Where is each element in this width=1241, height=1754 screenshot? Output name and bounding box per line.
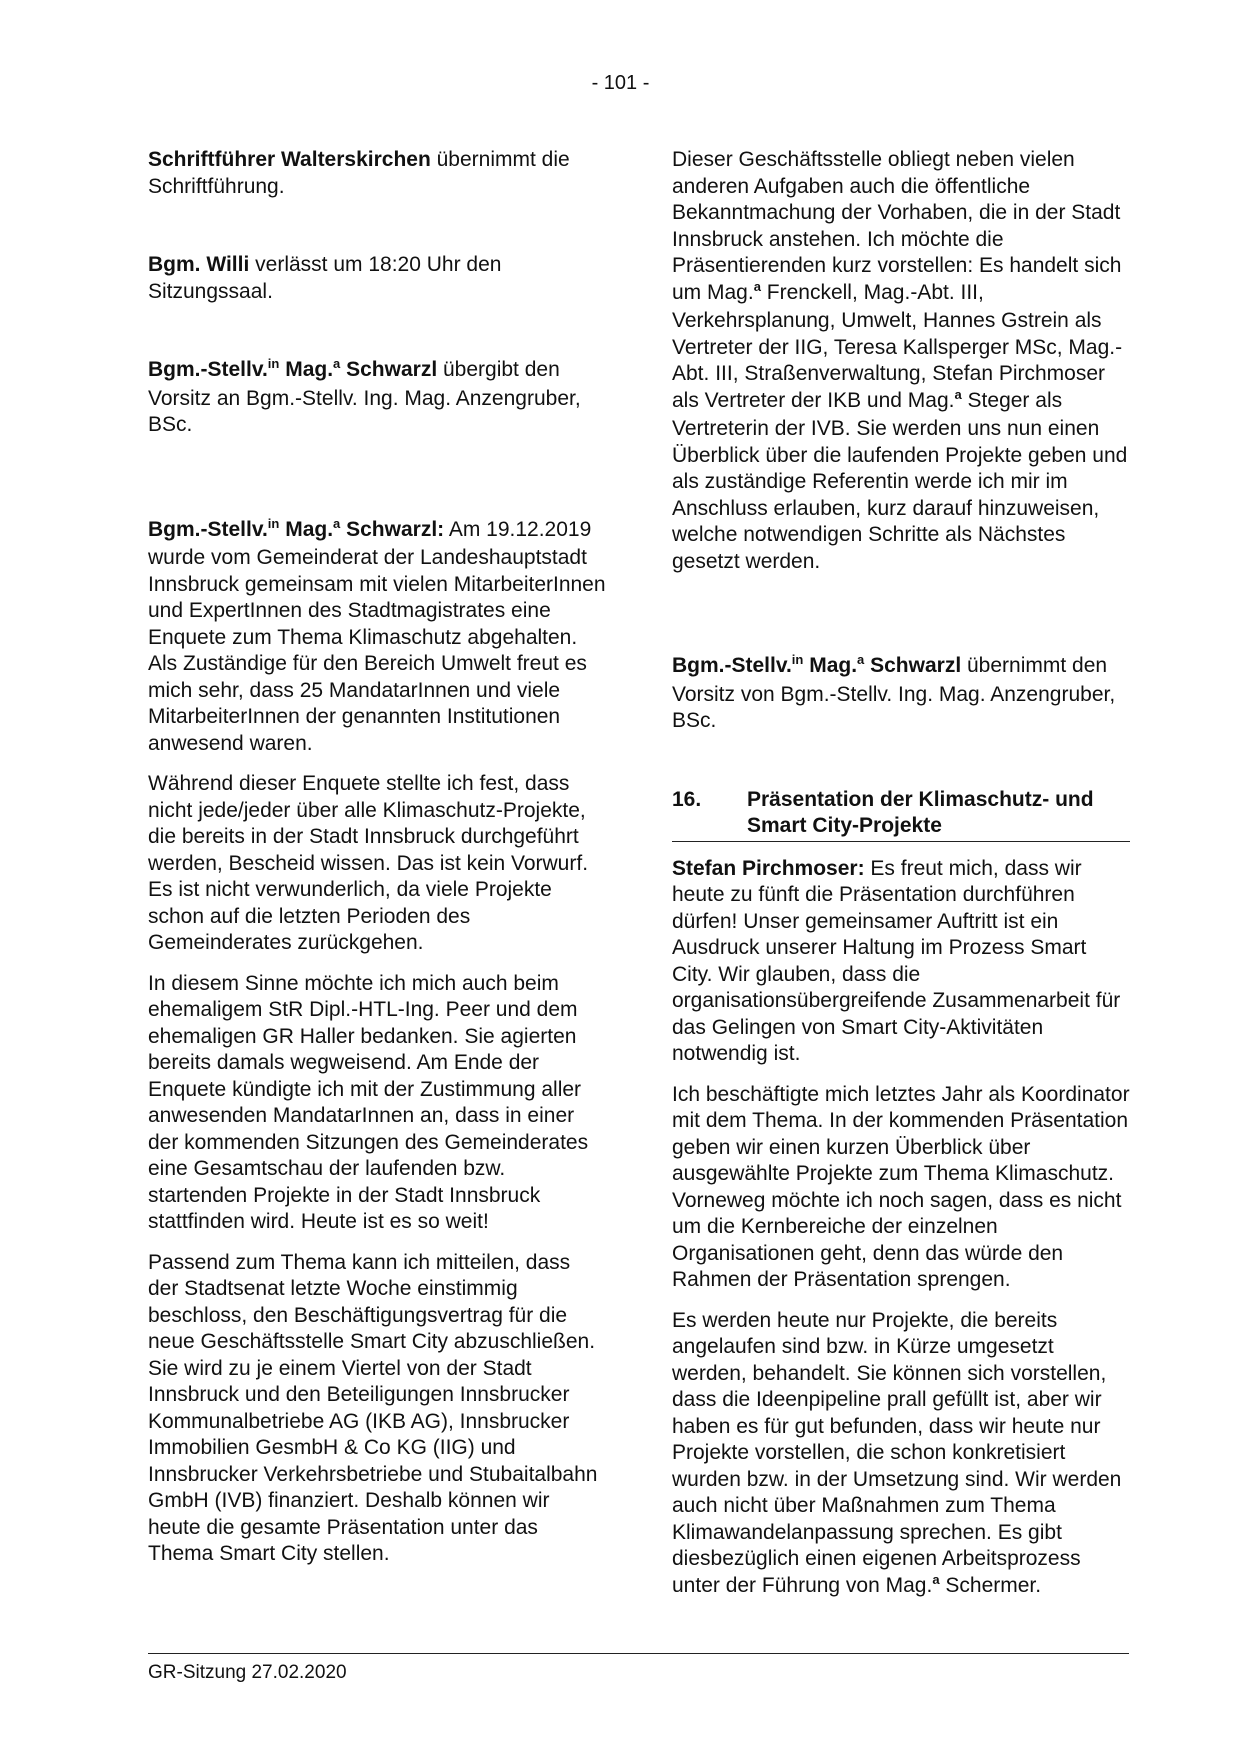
agenda-item-number: 16. [672, 787, 702, 811]
paragraph-speech: Ich beschäftigte mich letztes Jahr als Koordinator mit dem Thema. In der kommenden Präsentation geben wir einen kurzen Überblick über ausgewählte Projekte zum Thema Klimaschutz. Vorneweg möchte ich noch sagen, dass es nicht um die Kernbereiche der einzelnen Organisationen geht, denn das würde den Rahmen der Präsentation sprengen. [672, 1082, 1130, 1291]
paragraph-speech: Dieser Geschäftsstelle obliegt neben vielen anderen Aufgaben auch die öffentliche Bekanntmachung der Vorhaben, die in der Stadt Innsbruck anstehen. Ich möchte die Präsentierenden kurz vorstellen: Es handelt sich um Mag.$^a$ Frenckell, Mag.-Abt. III, Verkehrsplanung, Umwelt, Hannes Gstrein als Vertreter der IIG, Teresa Kallsperger MSc, Mag.-Abt. III, Straßenverwaltung, Stefan Pirchmoser als Vertreter der IKB und Mag.$^a$ Steger als Vertreterin der IVB. Sie werden uns nun einen Überblick über die laufenden Projekte geben und als zuständige Referentin werde ich mir im Anschluss erlauben, kurz darauf hinzuweisen, welche notwendigen Schritte als Nächstes gesetzt werden. [672, 148, 1128, 573]
speaker-name: Stefan Pirchmoser: [672, 856, 865, 880]
paragraph-speech: Es werden heute nur Projekte, die bereits angelaufen sind bzw. in Kürze umgesetzt werden, behandelt. Sie können sich vorstellen, dass die Ideenpipeline prall gefüllt ist, aber wir haben es für gut befunden, dass wir heute nur Projekte vorstellen, die schon konkretisiert wurden bzw. in der Umsetzung sind. Wir werden auch nicht über Maßnahmen zum Thema Klimawandelanpassung sprechen. Es gibt diesbezüglich einen eigenen Arbeitsprozess unter der Führung von Mag.$^a$ Schermer. [672, 1308, 1122, 1597]
speaker-name: Bgm.-Stellv.$^{in}$ Mag.$^a$ Schwarzl [148, 356, 438, 381]
paragraph-chair-resume: Bgm.-Stellv.$^{in}$ Mag.$^a$ Schwarzl übernimmt den Vorsitz von Bgm.-Stellv. Ing. Mag. Anzengruber, BSc. [672, 652, 1116, 732]
speaker-name: Schriftführer Walterskirchen [148, 148, 431, 171]
paragraph-speech-intro: Stefan Pirchmoser: Es freut mich, dass wir heute zu fünft die Präsentation durchführen dürfen! Unser gemeinsamer Auftritt ist ein Ausdruck unserer Haltung im Prozess Smart City. Wir glauben, dass die organisationsübergreifende Zusammenarbeit für das Gelingen von Smart City-Aktivitäten notwendig ist. [672, 856, 1121, 1065]
footer-divider [148, 1653, 1129, 1654]
page-number: - 101 - [591, 72, 650, 94]
right-column [672, 147, 1130, 1601]
paragraph-speech: In diesem Sinne möchte ich mich auch beim ehemaligem StR Dipl.-HTL-Ing. Peer und dem ehemaligen GR Haller bedanken. Sie agierten bereits damals wegweisend. Am Ende der Enquete kündigte ich mit der Zustimmung aller anwesenden MandatarInnen an, dass in einer der kommenden Sitzungen des Gemeinderates eine Gesamtschau der laufenden bzw. startenden Projekte in der Stadt Innsbruck stattfinden wird. Heute ist es so weit! [148, 971, 589, 1233]
speaker-name: Bgm.-Stellv.$^{in}$ Mag.$^a$ Schwarzl [672, 652, 962, 677]
speaker-name: Bgm. Willi [148, 253, 250, 276]
paragraph-leave-note: Bgm. Willi verlässt um 18:20 Uhr den Sitzungssaal. [148, 253, 502, 303]
paragraph-chair-note: Schriftführer Walterskirchen übernimmt die Schriftführung. [148, 148, 570, 198]
paragraph-speech: Während dieser Enquete stellte ich fest, dass nicht jede/jeder über alle Klimaschutz-Projekte, die bereits in der Stadt Innsbruck durchgeführt werden, Bescheid wissen. Das ist kein Vorwurf. Es ist nicht verwunderlich, da viele Projekte schon auf die letzten Perioden des Gemeinderates zurückgehen. [148, 772, 589, 954]
paragraph-speech: Passend zum Thema kann ich mitteilen, dass der Stadtsenat letzte Woche einstimmig beschloss, den Beschäftigungsvertrag für die neue Geschäftsstelle Smart City abzuschließen. Sie wird zu je einem Viertel von der Stadt Innsbruck und den Beteiligungen Innsbrucker Kommunalbetriebe AG (IKB AG), Innsbrucker Immobilien GesmbH & Co KG (IIG) und Innsbrucker Verkehrsbetriebe und Stubaitalbahn GmbH (IVB) finanziert. Deshalb können wir heute die gesamte Präsentation unter das Thema Smart City stellen. [148, 1250, 598, 1565]
paragraph-speech-intro: Bgm.-Stellv.$^{in}$ Mag.$^a$ Schwarzl: Am 19.12.2019 wurde vom Gemeinderat der Landeshauptstadt Innsbruck gemeinsam mit vielen MitarbeiterInnen und ExpertInnen des Stadtmagistrates eine Enquete zum Thema Klimaschutz abgehalten. Als Zuständige für den Bereich Umwelt freut es mich sehr, dass 25 MandatarInnen und viele MitarbeiterInnen der genannten Institutionen anwesend waren. [148, 515, 606, 755]
footer-session-date: GR-Sitzung 27.02.2020 [148, 1662, 347, 1683]
agenda-item-title: Präsentation der Klimaschutz- und Smart City-Projekte [747, 787, 1094, 837]
agenda-item-heading [672, 787, 1130, 842]
speaker-name: Bgm.-Stellv.$^{in}$ Mag.$^a$ Schwarzl: [148, 515, 445, 541]
paragraph-handover-note: Bgm.-Stellv.$^{in}$ Mag.$^a$ Schwarzl übergibt den Vorsitz an Bgm.-Stellv. Ing. Mag. Anzengruber, BSc. [148, 356, 581, 436]
left-column [148, 147, 606, 1568]
